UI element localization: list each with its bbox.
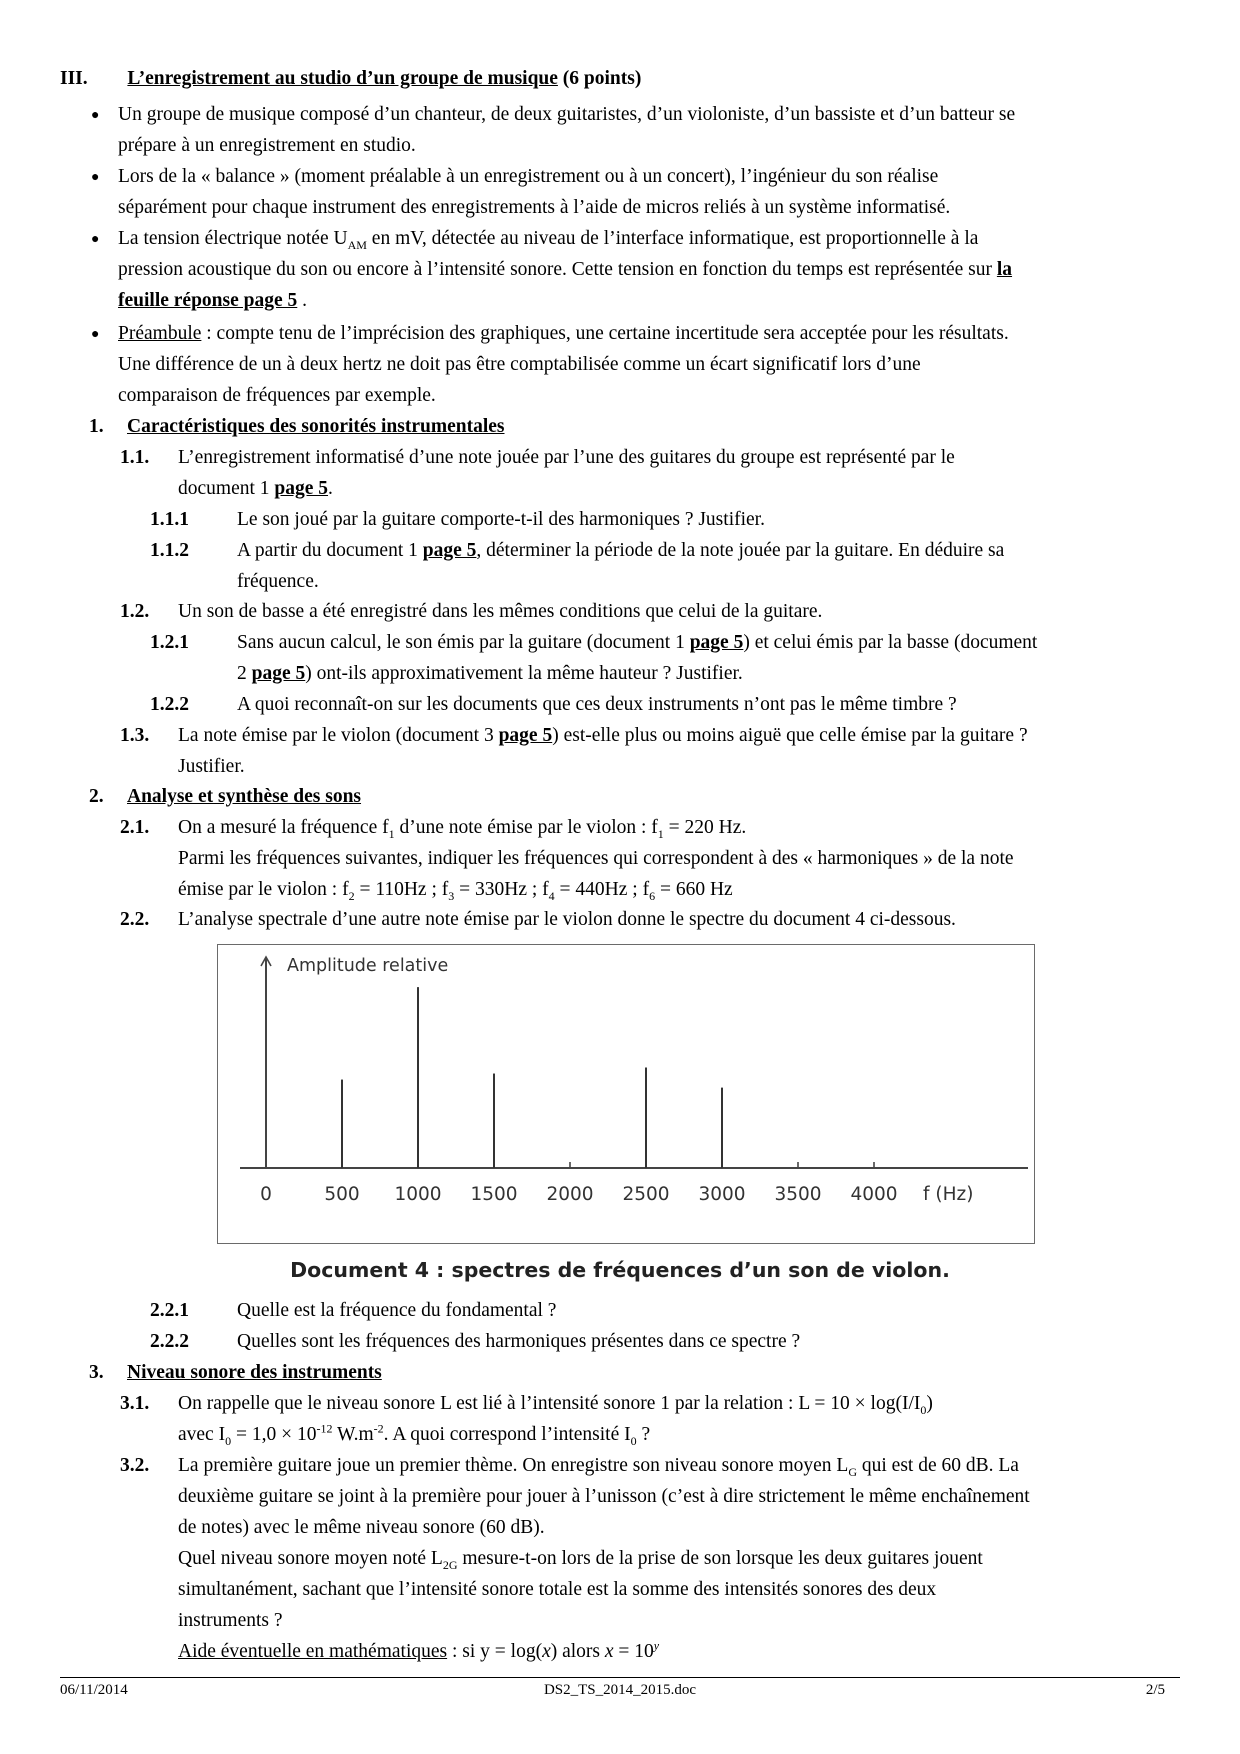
math-hint-var: x: [542, 1641, 551, 1662]
q31-text: . A quoi correspond l’intensité I: [383, 1424, 631, 1445]
intro-p1-line1: Un groupe de musique composé d’un chanteur, de deux guitaristes, d’un violoniste, d’un bassiste et d’un batteur se: [118, 104, 1016, 125]
intro-p4-line1: [118, 319, 1009, 350]
footer-divider: [60, 1677, 1180, 1678]
intro-p2-line2: séparément pour chaque instrument des enregistrements à l’aide de micros reliés à un système informatisé.: [118, 197, 951, 218]
math-hint-var: x: [604, 1641, 614, 1662]
math-hint-text: ) alors: [550, 1641, 605, 1662]
q31-sub: 0: [920, 1402, 927, 1417]
q31-sup: -2: [373, 1421, 384, 1436]
x-axis-label: f (Hz): [923, 1184, 974, 1205]
q21-line1: [178, 813, 746, 844]
q31-text: On rappelle que le niveau sonore L est lié à l’intensité sonore 1 par la relation : L = 10 × log(I/I: [178, 1393, 921, 1414]
x-tick-label: 4000: [850, 1184, 898, 1205]
s3-number: 3.: [89, 1362, 104, 1383]
page-link[interactable]: page 5: [689, 632, 744, 653]
q12-number: 1.2.: [120, 601, 150, 622]
math-hint-label: Aide éventuelle en mathématiques: [178, 1641, 448, 1662]
q112-line1: [237, 536, 1004, 567]
q13-line1: [178, 721, 1028, 752]
q32-text: mesure-t-on lors de la prise de son lorsque les deux guitares jouent: [457, 1548, 983, 1569]
q121-text: Sans aucun calcul, le son émis par la guitare (document 1: [237, 632, 690, 653]
q32-number: 3.2.: [120, 1455, 150, 1476]
q121-number: 1.2.1: [150, 632, 189, 653]
s2-title: Analyse et synthèse des sons: [127, 786, 362, 807]
q21-text: = 440Hz ; f: [554, 879, 650, 900]
bullet-icon: ●: [91, 327, 100, 342]
q11-line2: [178, 474, 333, 505]
q32-line3: de notes) avec le même niveau sonore (60 dB).: [178, 1517, 545, 1538]
chart-caption: Document 4 : spectres de fréquences d’un son de violon.: [290, 1258, 950, 1282]
footer-page-number: 2/5: [1145, 1682, 1165, 1698]
q31-text: W.m: [332, 1424, 374, 1445]
intro-p3-line1: [118, 224, 978, 255]
page-link[interactable]: page 5: [274, 478, 329, 499]
intro-p4-text: : compte tenu de l’imprécision des graphiques, une certaine incertitude sera acceptée pour les résultats.: [201, 323, 1009, 344]
q13-line2: Justifier.: [178, 756, 245, 777]
q31-line2: [178, 1420, 650, 1451]
footer-date: 06/11/2014: [60, 1682, 128, 1698]
x-tick-label: 3000: [698, 1184, 746, 1205]
q22-text: L’analyse spectrale d’une autre note émise par le violon donne le spectre du document 4 ci-dessous.: [178, 909, 956, 930]
q21-sub: 2: [348, 888, 355, 903]
s2-number: 2.: [89, 786, 104, 807]
q112-number: 1.1.2: [150, 540, 189, 561]
q32-line2: deuxième guitare se joint à la première pour jouer à l’unisson (c’est à dire strictement le même enchaînement: [178, 1486, 1030, 1507]
intro-p3-line3: [118, 286, 307, 317]
q11-line1: L’enregistrement informatisé d’une note jouée par l’une des guitares du groupe est représenté par le: [178, 447, 955, 468]
section-title: L’enregistrement au studio d’un groupe de musique: [127, 68, 558, 89]
preamble-label: Préambule: [118, 323, 202, 344]
spectrum-chart: [217, 944, 1035, 1244]
q21-text: émise par le violon : f: [178, 879, 349, 900]
q112-text: A partir du document 1: [237, 540, 423, 561]
s1-number: 1.: [89, 416, 104, 437]
q31-sup: -12: [316, 1421, 333, 1436]
section-header: [60, 64, 641, 95]
q31-text: avec I: [178, 1424, 226, 1445]
q12-text: Un son de basse a été enregistré dans les mêmes conditions que celui de la guitare.: [178, 601, 823, 622]
intro-p2-line1: Lors de la « balance » (moment préalable à un enregistrement ou à un concert), l’ingénieur du son réalise: [118, 166, 939, 187]
q31-text: ?: [636, 1424, 651, 1445]
math-hint-text: : si y = log(: [447, 1641, 543, 1662]
intro-p3-line2: [118, 255, 1012, 286]
intro-p3-text: .: [297, 290, 308, 311]
intro-p4-line2: Une différence de un à deux hertz ne doit pas être comptabilisée comme un écart significatif lors d’une: [118, 354, 921, 375]
q31-text: ): [926, 1393, 933, 1414]
q32-sub: 2G: [442, 1557, 458, 1572]
q221-number: 2.2.1: [150, 1300, 189, 1321]
q21-sub: 6: [649, 888, 656, 903]
s1-title: Caractéristiques des sonorités instrumentales: [127, 416, 505, 437]
intro-p3-text: en mV, détectée au niveau de l’interface informatique, est proportionnelle à la: [366, 228, 979, 249]
q222-text: Quelles sont les fréquences des harmoniques présentes dans ce spectre ?: [237, 1331, 801, 1352]
s3-title: Niveau sonore des instruments: [127, 1362, 382, 1383]
x-tick-label: 2500: [622, 1184, 670, 1205]
x-tick-label: 0: [260, 1184, 272, 1205]
page-link[interactable]: page 5: [498, 725, 553, 746]
math-hint-text: = 10: [613, 1641, 654, 1662]
q222-number: 2.2.2: [150, 1331, 189, 1352]
q221-text: Quelle est la fréquence du fondamental ?: [237, 1300, 557, 1321]
q121-text: ) et celui émis par la basse (document: [743, 632, 1038, 653]
intro-p4-line3: comparaison de fréquences par exemple.: [118, 385, 436, 406]
answer-sheet-link[interactable]: feuille réponse page 5: [118, 290, 298, 311]
q21-text: = 110Hz ; f: [354, 879, 449, 900]
q22-number: 2.2.: [120, 909, 150, 930]
q11-number: 1.1.: [120, 447, 150, 468]
q21-sub: 1: [657, 826, 664, 841]
intro-p3-sub: AM: [347, 237, 367, 252]
q31-number: 3.1.: [120, 1393, 150, 1414]
q122-text: A quoi reconnaît-on sur les documents que ces deux instruments n’ont pas le même timbre ?: [237, 694, 957, 715]
q21-line2: Parmi les fréquences suivantes, indiquer les fréquences qui correspondent à des « harmoniques » de la note: [178, 848, 1014, 869]
intro-p3-text: La tension électrique notée U: [118, 228, 348, 249]
q31-line1: [178, 1389, 933, 1420]
q21-text: d’une note émise par le violon : f: [394, 817, 658, 838]
section-numeral: III.: [60, 68, 88, 89]
intro-p3-text: pression acoustique du son ou encore à l’intensité sonore. Cette tension en fonction du temps est représentée sur: [118, 259, 997, 280]
q31-sub: 0: [225, 1433, 232, 1448]
x-tick-label: 1500: [470, 1184, 518, 1205]
q121-text: ) ont-ils approximativement la même hauteur ? Justifier.: [305, 663, 743, 684]
q32-line1: [178, 1451, 1019, 1482]
q112-text: , déterminer la période de la note jouée par la guitare. En déduire sa: [476, 540, 1005, 561]
q21-sub: 4: [548, 888, 555, 903]
q21-text: = 330Hz ; f: [454, 879, 549, 900]
q31-sub: 0: [630, 1433, 637, 1448]
footer-filename: DS2_TS_2014_2015.doc: [543, 1682, 697, 1698]
section-points: (6 points): [562, 68, 642, 89]
x-tick-label: 1000: [394, 1184, 442, 1205]
q13-text: ) est-elle plus ou moins aiguë que celle émise par la guitare ?: [552, 725, 1028, 746]
q111-text: Le son joué par la guitare comporte-t-il des harmoniques ? Justifier.: [237, 509, 765, 530]
q21-text: On a mesuré la fréquence f: [178, 817, 389, 838]
y-axis-label: Amplitude relative: [287, 956, 449, 976]
q111-number: 1.1.1: [150, 509, 189, 530]
page-link[interactable]: page 5: [251, 663, 306, 684]
q32-text: La première guitare joue un premier thème. On enregistre son niveau sonore moyen L: [178, 1455, 849, 1476]
q21-text: = 660 Hz: [655, 879, 733, 900]
intro-p1-line2: prépare à un enregistrement en studio.: [118, 135, 416, 156]
q13-text: La note émise par le violon (document 3: [178, 725, 499, 746]
bullet-icon: ●: [91, 108, 100, 123]
q32-sub: G: [848, 1464, 858, 1479]
q21-sub: 3: [448, 888, 455, 903]
q32-text: Quel niveau sonore moyen noté L: [178, 1548, 443, 1569]
q21-sub: 1: [388, 826, 395, 841]
q121-line1: [237, 628, 1037, 659]
q31-text: = 1,0 × 10: [231, 1424, 317, 1445]
bullet-icon: ●: [91, 170, 100, 185]
q21-line3: [178, 875, 733, 906]
q21-text: = 220 Hz.: [663, 817, 747, 838]
x-tick-label: 500: [324, 1184, 360, 1205]
q112-line2: fréquence.: [237, 571, 319, 592]
q11-text: document 1: [178, 478, 275, 499]
q32-line5: simultanément, sachant que l’intensité sonore totale est la somme des intensités sonores des deux: [178, 1579, 937, 1600]
spectrum-chart-svg: [218, 945, 1033, 1242]
x-tick-label: 2000: [546, 1184, 594, 1205]
q13-number: 1.3.: [120, 725, 150, 746]
answer-sheet-link[interactable]: la: [996, 259, 1013, 280]
x-tick-label: 3500: [774, 1184, 822, 1205]
math-hint-sup: y: [653, 1638, 660, 1653]
page-link[interactable]: page 5: [422, 540, 477, 561]
q11-text: .: [328, 478, 333, 499]
q121-line2: [237, 659, 743, 690]
q32-line6: instruments ?: [178, 1610, 283, 1631]
bullet-icon: ●: [91, 232, 100, 247]
q121-text: 2: [237, 663, 252, 684]
q21-number: 2.1.: [120, 817, 150, 838]
math-hint: [178, 1637, 659, 1668]
q32-line4: [178, 1544, 983, 1575]
q32-text: qui est de 60 dB. La: [857, 1455, 1019, 1476]
q122-number: 1.2.2: [150, 694, 189, 715]
